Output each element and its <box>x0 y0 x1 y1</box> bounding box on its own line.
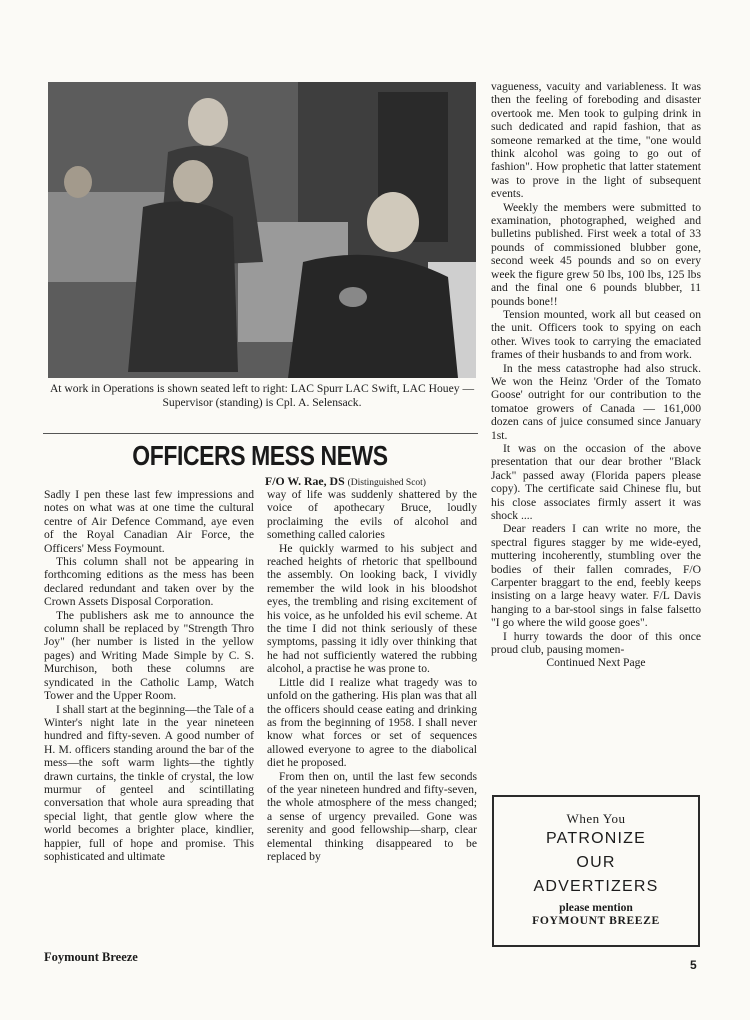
paragraph: In the mess catastrophe had also struck. We won the Heinz 'Order of the Tomato Goose' outright for our contribution to the tomatoe growers of Canada — 161,000 dozen cans of juice consumed since January 1st. <box>491 361 701 442</box>
ad-advertizers: ADVERTIZERS <box>533 878 659 895</box>
ad-when-you: When You <box>566 811 626 826</box>
ad-patronize: PATRONIZE <box>546 830 646 847</box>
ad-publication-name: FOYMOUNT BREEZE <box>532 914 660 927</box>
advertizers-box <box>492 795 700 947</box>
page-number: 5 <box>690 958 697 972</box>
continued-note: Continued Next Page <box>546 656 646 670</box>
paragraph: I shall start at the beginning—the Tale of a Winter's night late in the year nineteen hundred and fifty-seven. A good number of H. M. officers standing around the bar of the mess—the soft warm lights—the tightly drawn curtains, the tinkle of crystal, the low murmur of genteel and scintillating conversation that whole aura spreading that special light, that gentle glow where the world becomes a brighter place, kindlier, happier, full of hope and promise. This sophisticated and ultimate <box>44 702 254 863</box>
footer-publication: Foymount Breeze <box>44 950 138 964</box>
paragraph: way of life was suddenly shattered by the voice of apothecary Bruce, loudly proclaiming the evils of alcohol and something called calories <box>267 488 477 542</box>
article-column-2 <box>267 488 477 863</box>
ad-our: OUR <box>576 854 616 871</box>
operations-photo <box>48 82 476 378</box>
article-headline: OFFICERS MESS NEWS <box>132 440 388 471</box>
article-byline <box>265 474 485 489</box>
headline-rule <box>43 433 478 434</box>
paragraph: Sadly I pen these last few impressions and notes on what was at one time the cultural centre of Air Defence Command, aye even of the Royal Canadian Air Force, the Officers' Mess Foymount. <box>44 488 254 555</box>
paragraph: Tension mounted, work all but ceased on the unit. Officers took to spying on each other. Wives took to carrying the emaciated frames of their husbands to and from work. <box>491 307 701 362</box>
paragraph: It was on the occasion of the above presentation that our dear brother "Black Jack" passed away (Florida papers please copy). The certificate said Chinese flu, but his close associates firmly assert it was shock .... <box>491 441 701 522</box>
photo-caption: At work in Operations is shown seated left to right: LAC Spurr LAC Swift, LAC Houey — Supervisor (standing) is Cpl. A. Selensack. <box>49 382 475 409</box>
paragraph: vagueness, vacuity and variableness. It was then the feeling of foreboding and disaster overtook me. Men took to gulping drink in such dedicated and rapid fashion, that as someone remarked at the time, "one would think alcohol was going to go out of fashion". How prophetic that latter statement was to prove in the light of subsequent events. <box>491 80 701 201</box>
byline-author: F/O W. Rae, DS <box>265 474 345 488</box>
byline-note: (Distinguished Scot) <box>347 478 426 488</box>
paragraph: Weekly the members were submitted to examination, photographed, weighed and bulletins published. First week a total of 33 pounds of commissioned blubber gone, second week 45 pounds and so on every week the figure grew 50 lbs, 100 lbs, 125 lbs and the final one 6 pounds blubber, 11 pounds bone!! <box>491 200 701 308</box>
paragraph: I hurry towards the door of this once proud club, pausing momen- <box>491 629 701 657</box>
paragraph: This column shall not be appearing in forthcoming editions as the mess has been declared redundant and taken over by the Crown Assets Disposal Corporation. <box>44 555 254 609</box>
paragraph: Dear readers I can write no more, the spectral figures stagger by me wide-eyed, muttering incoherently, stumbling over the bodies of their fallen comrades, F/O Carpenter braggart to the end, feebly keeps insisting on a large heavy water. F/L Davis hanging to a bar-stool sings in false falsetto "I go where the wild goose goes". <box>491 522 701 630</box>
article-column-3 <box>491 80 701 670</box>
paragraph: He quickly warmed to his subject and reached heights of rhetoric that spellbound the assembly. On looking back, I vividly remember the wild look in his bloodshot eyes, the trembling and rising excitement of his voice, as he unfolded his evil scheme. At the time I did not think seriously of these symptoms, passing it idly over thinking that he had not sufficiently watered the rubbing alcohol, a practise he was prone to. <box>267 541 477 676</box>
article-column-1 <box>44 488 254 863</box>
ad-please-mention: please mention <box>559 901 633 914</box>
paragraph: Little did I realize what tragedy was to unfold on the gathering. His plan was that all the officers should cease eating and drinking as from the beginning of 1958. I shall never know what forces or set of sequences allowed everyone to agree to the diabolical diet he proposed. <box>267 675 477 770</box>
paragraph: The publishers ask me to announce the column shall be replaced by "Strength Thro Joy" (her number is listed in the yellow pages) and Writing Made Simple by C. S. Murchison, both these columns are syndicated in the Catholic Lamp, Watch Tower and the Upper Room. <box>44 608 254 703</box>
paragraph: From then on, until the last few seconds of the year nineteen hundred and fifty-seven, the whole atmosphere of the mess changed; a sense of urgency prevailed. Gone was serenity and good fellowship—sharp, clear elemental thinking disappeared to be replaced by <box>267 769 477 863</box>
